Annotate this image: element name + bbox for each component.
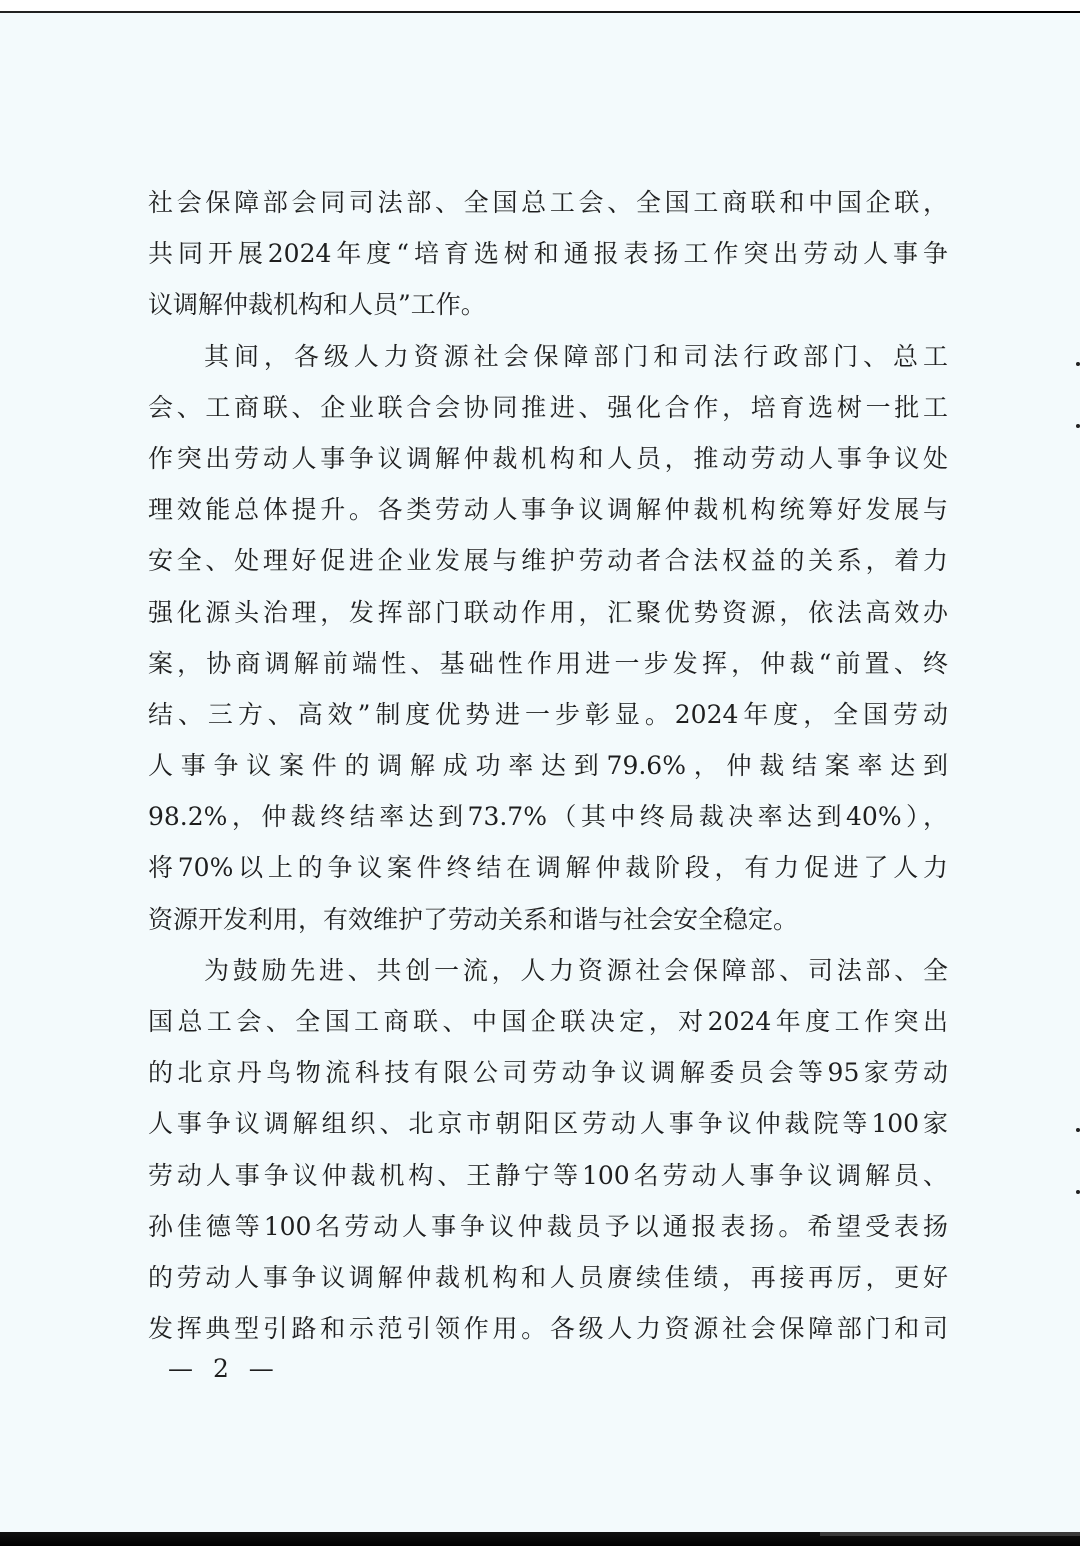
text-line: 其间，各级人力资源社会保障部门和司法行政部门、总工 — [204, 341, 948, 371]
text-line: 发挥典型引路和示范引领作用。各级人力资源社会保障部门和司 — [148, 1314, 948, 1344]
text-line: 劳动人事争议仲裁机构、王静宁等100名劳动人事争议调解员、 — [148, 1160, 948, 1190]
text-line: 理效能总体提升。各类劳动人事争议调解仲裁机构统筹好发展与 — [148, 495, 948, 525]
paragraph-3 — [148, 945, 948, 1355]
text-line: 社会保障部会同司法部、全国总工会、全国工商联和中国企联， — [148, 188, 948, 217]
text-line: 案，协商调解前端性、基础性作用进一步发挥，仲裁“前置、终 — [148, 648, 948, 678]
text-line: 强化源头治理，发挥部门联动作用，汇聚优势资源，依法高效办 — [148, 597, 948, 627]
text-line: 的北京丹鸟物流科技有限公司劳动争议调解委员会等95家劳动 — [148, 1058, 948, 1088]
text-line: 国总工会、全国工商联、中国企联决定，对2024年度工作突出 — [148, 1007, 948, 1036]
text-line: 为鼓励先进、共创一流，人力资源社会保障部、司法部、全 — [204, 955, 948, 985]
scan-bottom-border-fade — [820, 1532, 1080, 1536]
text-line: 资源开发利用，有效维护了劳动关系和谐与社会安全稳定。 — [148, 904, 799, 934]
text-line: 孙佳德等100名劳动人事争议仲裁员予以通报表扬。希望受表扬 — [148, 1211, 948, 1241]
text-line: 会、工商联、企业联合会协同推进、强化合作，培育选树一批工 — [148, 392, 948, 422]
text-line: 人事争议案件的调解成功率达到79.6%，仲裁结案率达到 — [148, 751, 948, 781]
text-line: 98.2%，仲裁终结率达到73.7%（其中终局裁决率达到40%）， — [148, 802, 948, 832]
text-line: 议调解仲裁机构和人员”工作。 — [148, 290, 486, 320]
scan-mark — [1076, 362, 1080, 366]
page-number: — 2 — — [168, 1354, 280, 1383]
paragraph-2 — [148, 331, 948, 945]
scan-mark — [1076, 1128, 1080, 1132]
scan-mark — [1076, 1190, 1080, 1194]
text-line: 人事争议调解组织、北京市朝阳区劳动人事争议仲裁院等100家 — [148, 1109, 948, 1139]
text-line: 作突出劳动人事争议调解仲裁机构和人员，推动劳动人事争议处 — [148, 443, 948, 473]
scan-top-margin — [0, 0, 1080, 11]
text-line: 将70%以上的争议案件终结在调解仲裁阶段，有力促进了人力 — [148, 853, 948, 883]
paragraph-1 — [148, 177, 948, 331]
text-line: 安全、处理好促进企业发展与维护劳动者合法权益的关系，着力 — [148, 546, 948, 576]
text-line: 的劳动人事争议调解仲裁机构和人员赓续佳绩，再接再厉，更好 — [148, 1262, 948, 1292]
document-body — [148, 177, 948, 1354]
scan-mark — [1076, 424, 1080, 428]
text-line: 共同开展2024年度“培育选树和通报表扬工作突出劳动人事争 — [148, 239, 948, 269]
text-line: 结、三方、高效”制度优势进一步彰显。2024年度，全国劳动 — [148, 699, 948, 729]
